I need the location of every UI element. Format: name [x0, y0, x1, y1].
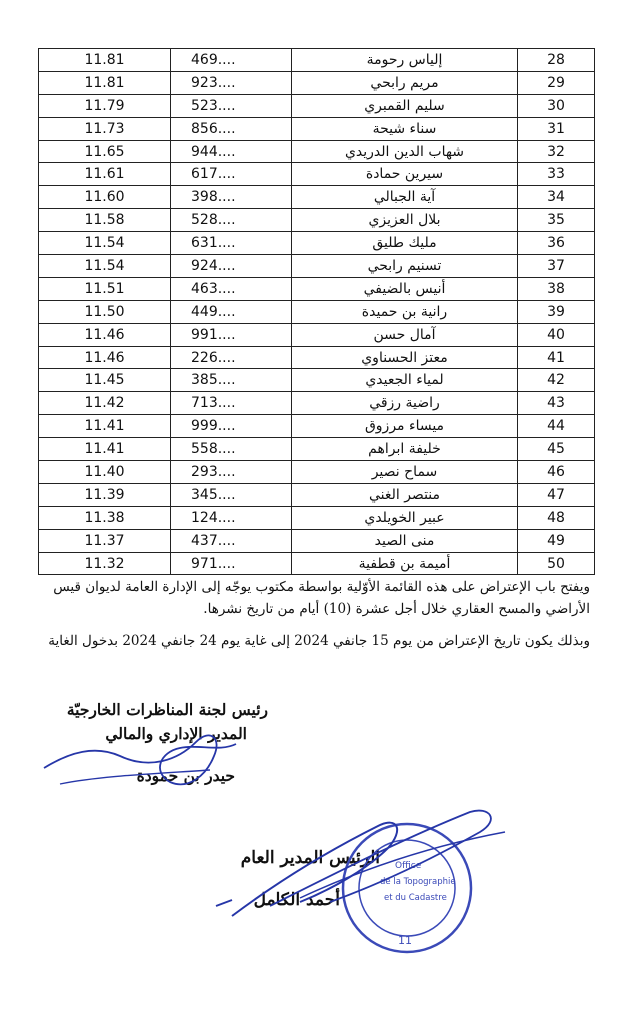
table-row — [39, 71, 595, 94]
rank-cell: 42 — [518, 369, 595, 392]
candidate-name-cell: شهاب الدين الدريدي — [292, 140, 518, 163]
score-cell: 11.38 — [39, 506, 171, 529]
candidate-name-cell: خليفة ابراهم — [292, 438, 518, 461]
table-row — [39, 140, 595, 163]
candidate-name-cell: بلال العزيزي — [292, 209, 518, 232]
rank-cell: 46 — [518, 461, 595, 484]
table-row — [39, 117, 595, 140]
table-row — [39, 461, 595, 484]
score-cell: 11.41 — [39, 438, 171, 461]
rank-cell: 41 — [518, 346, 595, 369]
rank-cell: 32 — [518, 140, 595, 163]
rank-cell: 49 — [518, 529, 595, 552]
candidate-id-cell: 924.... — [171, 255, 292, 278]
candidate-id-cell: 923.... — [171, 71, 292, 94]
candidate-name-cell: مريم رابحي — [292, 71, 518, 94]
score-cell: 11.58 — [39, 209, 171, 232]
rank-cell: 43 — [518, 392, 595, 415]
score-cell: 11.50 — [39, 300, 171, 323]
candidate-name-cell: عبير الخويلدي — [292, 506, 518, 529]
score-cell: 11.65 — [39, 140, 171, 163]
candidate-id-cell: 437.... — [171, 529, 292, 552]
candidate-id-cell: 226.... — [171, 346, 292, 369]
candidate-id-cell: 999.... — [171, 415, 292, 438]
score-cell: 11.46 — [39, 323, 171, 346]
candidate-id-cell: 124.... — [171, 506, 292, 529]
candidate-name-cell: إلياس رحومة — [292, 49, 518, 72]
rank-cell: 34 — [518, 186, 595, 209]
candidate-id-cell: 523.... — [171, 94, 292, 117]
rank-cell: 31 — [518, 117, 595, 140]
table-row — [39, 323, 595, 346]
rank-cell: 50 — [518, 552, 595, 575]
committee-role: المدير الإداري والمالي — [105, 724, 247, 743]
results-table — [38, 48, 595, 575]
table-row — [39, 209, 595, 232]
score-cell: 11.54 — [39, 232, 171, 255]
rank-cell: 47 — [518, 483, 595, 506]
score-cell: 11.79 — [39, 94, 171, 117]
objection-notice-paragraph: ويفتح باب الإعتراض على هذه القائمة الأوّلية بواسطة مكتوب يوجّه إلى الإدارة العامة لديوان قيس الأراضي والمسح العقاري خلال أجل عشرة (10) أيام من تاريخ نشرها. — [53, 579, 590, 617]
candidate-name-cell: ميساء مرزوق — [292, 415, 518, 438]
table-row — [39, 346, 595, 369]
table-row — [39, 483, 595, 506]
candidate-id-cell: 345.... — [171, 483, 292, 506]
candidate-name-cell: سماح نصير — [292, 461, 518, 484]
candidate-id-cell: 463.... — [171, 277, 292, 300]
rank-cell: 37 — [518, 255, 595, 278]
rank-cell: 33 — [518, 163, 595, 186]
score-cell: 11.51 — [39, 277, 171, 300]
candidate-name-cell: آمال حسن — [292, 323, 518, 346]
candidate-id-cell: 293.... — [171, 461, 292, 484]
candidate-name-cell: أنيس بالضيفي — [292, 277, 518, 300]
table-row — [39, 369, 595, 392]
table-row — [39, 300, 595, 323]
score-cell: 11.54 — [39, 255, 171, 278]
score-cell: 11.73 — [39, 117, 171, 140]
objection-period-paragraph: وبذلك يكون تاريخ الإعتراض من يوم 15 جانفي 2024 إلى غاية يوم 24 جانفي 2024 بدخول الغاية — [48, 633, 590, 649]
candidate-name-cell: معتز الحسناوي — [292, 346, 518, 369]
candidate-id-cell: 469.... — [171, 49, 292, 72]
candidate-id-cell: 991.... — [171, 323, 292, 346]
score-cell: 11.81 — [39, 49, 171, 72]
rank-cell: 30 — [518, 94, 595, 117]
score-cell: 11.42 — [39, 392, 171, 415]
table-row — [39, 94, 595, 117]
table-row — [39, 415, 595, 438]
score-cell: 11.37 — [39, 529, 171, 552]
table-row — [39, 438, 595, 461]
table-row — [39, 232, 595, 255]
score-cell: 11.39 — [39, 483, 171, 506]
table-row — [39, 163, 595, 186]
score-cell: 11.41 — [39, 415, 171, 438]
candidate-id-cell: 631.... — [171, 232, 292, 255]
score-cell: 11.40 — [39, 461, 171, 484]
results-table-body — [39, 49, 595, 575]
candidate-name-cell: أميمة بن قطفية — [292, 552, 518, 575]
candidate-name-cell: منتصر الغني — [292, 483, 518, 506]
candidate-id-cell: 449.... — [171, 300, 292, 323]
committee-title: رئيس لجنة المناظرات الخارجيّة — [66, 700, 268, 719]
score-cell: 11.46 — [39, 346, 171, 369]
candidate-id-cell: 856.... — [171, 117, 292, 140]
candidate-id-cell: 944.... — [171, 140, 292, 163]
table-row — [39, 552, 595, 575]
candidate-name-cell: سليم القمبري — [292, 94, 518, 117]
table-row — [39, 186, 595, 209]
candidate-id-cell: 398.... — [171, 186, 292, 209]
candidate-name-cell: راضية رزقي — [292, 392, 518, 415]
director-title: الرئيس المدير العام — [240, 848, 380, 868]
candidate-name-cell: منى الصيد — [292, 529, 518, 552]
candidate-id-cell: 385.... — [171, 369, 292, 392]
table-row — [39, 529, 595, 552]
stamp-line-1: Office — [395, 861, 422, 871]
rank-cell: 29 — [518, 71, 595, 94]
candidate-id-cell: 971.... — [171, 552, 292, 575]
candidate-name-cell: تسنيم رابحي — [292, 255, 518, 278]
score-cell: 11.45 — [39, 369, 171, 392]
candidate-name-cell: لمياء الجعيدي — [292, 369, 518, 392]
candidate-id-cell: 617.... — [171, 163, 292, 186]
table-row — [39, 255, 595, 278]
table-row — [39, 277, 595, 300]
score-cell: 11.81 — [39, 71, 171, 94]
committee-signatory-name: حيدر بن حمودة — [136, 766, 235, 785]
candidate-id-cell: 528.... — [171, 209, 292, 232]
candidate-id-cell: 558.... — [171, 438, 292, 461]
rank-cell: 44 — [518, 415, 595, 438]
score-cell: 11.32 — [39, 552, 171, 575]
table-row — [39, 392, 595, 415]
rank-cell: 39 — [518, 300, 595, 323]
rank-cell: 40 — [518, 323, 595, 346]
table-row — [39, 49, 595, 72]
rank-cell: 48 — [518, 506, 595, 529]
rank-cell: 28 — [518, 49, 595, 72]
director-name: أحمد الكامل — [253, 890, 340, 910]
rank-cell: 45 — [518, 438, 595, 461]
candidate-name-cell: آية الجبالي — [292, 186, 518, 209]
rank-cell: 38 — [518, 277, 595, 300]
score-cell: 11.61 — [39, 163, 171, 186]
table-row — [39, 506, 595, 529]
stamp-number: 11 — [398, 934, 412, 947]
candidate-name-cell: سناء شيحة — [292, 117, 518, 140]
rank-cell: 35 — [518, 209, 595, 232]
score-cell: 11.60 — [39, 186, 171, 209]
candidate-name-cell: رانية بن حميدة — [292, 300, 518, 323]
candidate-name-cell: سيرين حمادة — [292, 163, 518, 186]
candidate-id-cell: 713.... — [171, 392, 292, 415]
stamp-line-2: de la Topographie — [380, 877, 456, 887]
candidate-name-cell: مليك طليق — [292, 232, 518, 255]
stamp-line-3: et du Cadastre — [384, 893, 447, 903]
rank-cell: 36 — [518, 232, 595, 255]
